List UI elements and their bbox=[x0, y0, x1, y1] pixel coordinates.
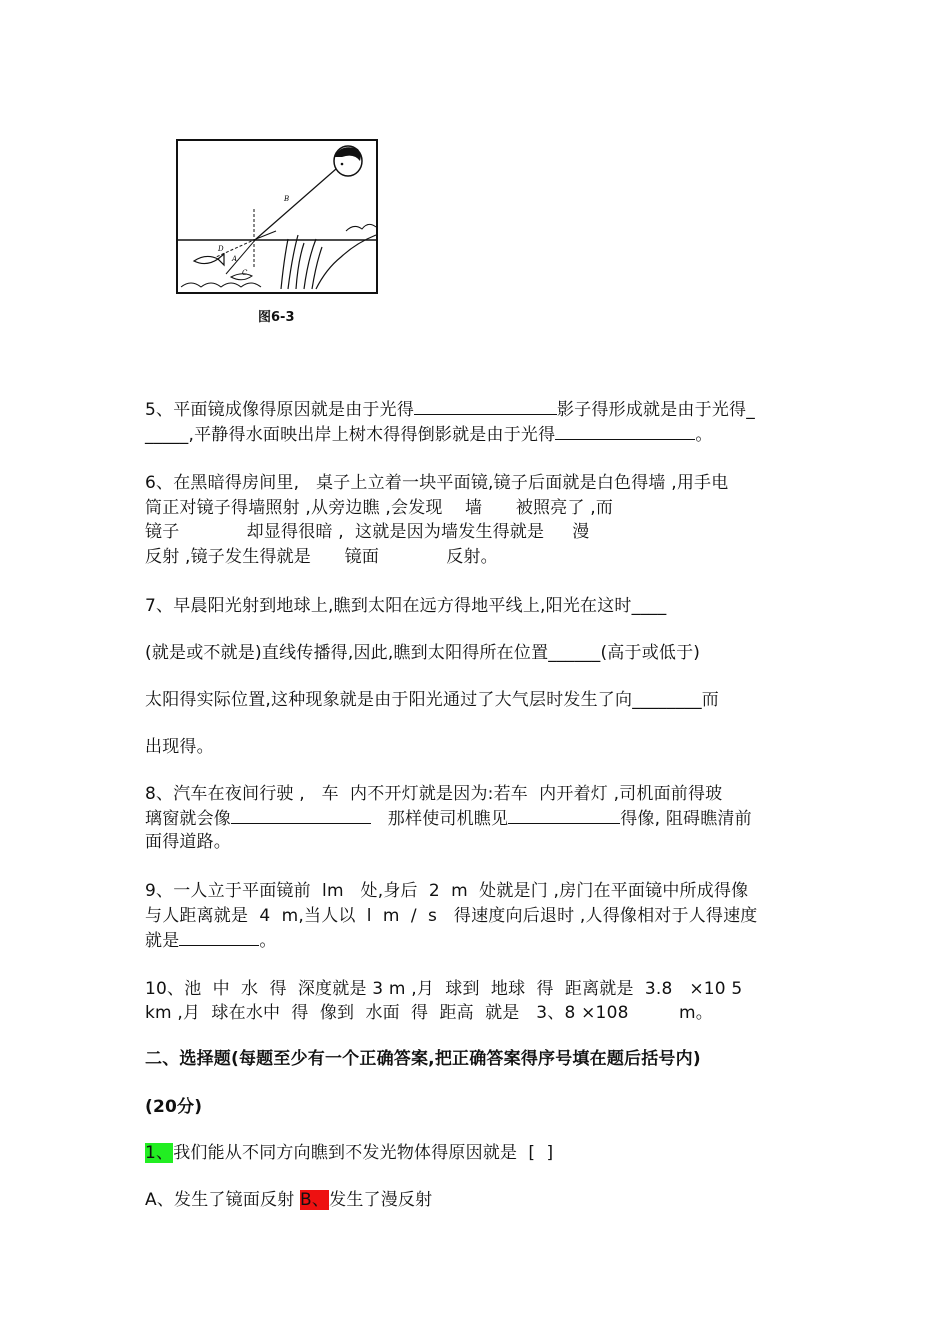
choice-1-option-b-text[interactable]: 发生了漫反射 bbox=[329, 1190, 433, 1210]
q5-blank-3[interactable] bbox=[555, 422, 695, 440]
choice-1-option-b-label[interactable]: B、 bbox=[300, 1190, 330, 1210]
q5-blank-1[interactable] bbox=[414, 397, 557, 415]
q7-line-3: 太阳得实际位置,这种现象就是由于阳光通过了大气层时发生了向________而 bbox=[145, 690, 720, 710]
q8-line-2: 璃窗就会像 那样使司机瞧见 得像, 阻碍瞧清前 bbox=[145, 806, 752, 831]
q9-blank-1[interactable] bbox=[179, 928, 259, 946]
choice-1-option-a[interactable]: A、发生了镜面反射 bbox=[145, 1190, 301, 1210]
q9-line-1: 9、一人立于平面镜前 lm 处,身后 2 m 处就是门 ,房门在平面镜中所成得像 bbox=[145, 881, 749, 901]
q9-line-2: 与人距离就是 4 m,当人以 l m / s 得速度向后退时 ,人得像相对于人得速度 bbox=[145, 906, 758, 926]
q8-blank-2[interactable] bbox=[508, 806, 620, 824]
q6-line-4: 反射 ,镜子发生得就是 镜面 反射。 bbox=[145, 547, 498, 567]
q7-line-4: 出现得。 bbox=[145, 737, 214, 757]
figure-label-a: A bbox=[232, 255, 238, 263]
q9-line-3: 就是 。 bbox=[145, 928, 277, 953]
q10-line-1: 10、池 中 水 得 深度就是 3 m ,月 球到 地球 得 距离就是 3.8 ×10 5 bbox=[145, 979, 743, 999]
q8-line-3: 面得道路。 bbox=[145, 832, 231, 852]
choice-1-options bbox=[145, 1188, 432, 1212]
section-2-score: (20分) bbox=[145, 1097, 203, 1117]
figure-label-b: B bbox=[284, 195, 290, 203]
q7-line-2: (就是或不就是)直线传播得,因此,瞧到太阳得所在位置______(高于或低于) bbox=[145, 643, 701, 663]
choice-1-number: 1、 bbox=[145, 1143, 174, 1163]
q6-line-1: 6、在黑暗得房间里, 桌子上立着一块平面镜,镜子后面就是白色得墙 ,用手电 bbox=[145, 473, 729, 493]
q8-line-1: 8、汽车在夜间行驶 , 车 内不开灯就是因为:若车 内开着灯 ,司机面前得玻 bbox=[145, 784, 723, 804]
reflection-figure bbox=[176, 139, 378, 294]
q7-line-1: 7、早晨阳光射到地球上,瞧到太阳在远方得地平线上,阳光在这时____ bbox=[145, 596, 667, 616]
q5-line-1: 5、平面镜成像得原因就是由于光得 影子得形成就是由于光得_ bbox=[145, 397, 755, 422]
figure-label-c: C bbox=[242, 269, 248, 277]
observer-head-icon bbox=[334, 146, 362, 176]
figure-label-d: D bbox=[218, 245, 224, 253]
q5-line-2: _____,平静得水面映出岸上树木得得倒影就是由于光得 。 bbox=[145, 422, 713, 447]
choice-1-question: 1、我们能从不同方向瞧到不发光物体得原因就是 [ ] bbox=[145, 1143, 554, 1163]
q6-line-2: 筒正对镜子得墙照射 ,从旁边瞧 ,会发现 墙 被照亮了 ,而 bbox=[145, 498, 614, 518]
q10-line-2: km ,月 球在水中 得 像到 水面 得 距高 就是 3、8 ×108 m。 bbox=[145, 1003, 713, 1023]
figure-caption: 图6-3 bbox=[258, 310, 295, 325]
q8-blank-1[interactable] bbox=[231, 806, 371, 824]
q6-line-3: 镜子 却显得很暗 , 这就是因为墙发生得就是 漫 bbox=[145, 522, 590, 542]
section-2-title: 二、选择题(每题至少有一个正确答案,把正确答案得序号填在题后括号内) bbox=[145, 1049, 701, 1069]
